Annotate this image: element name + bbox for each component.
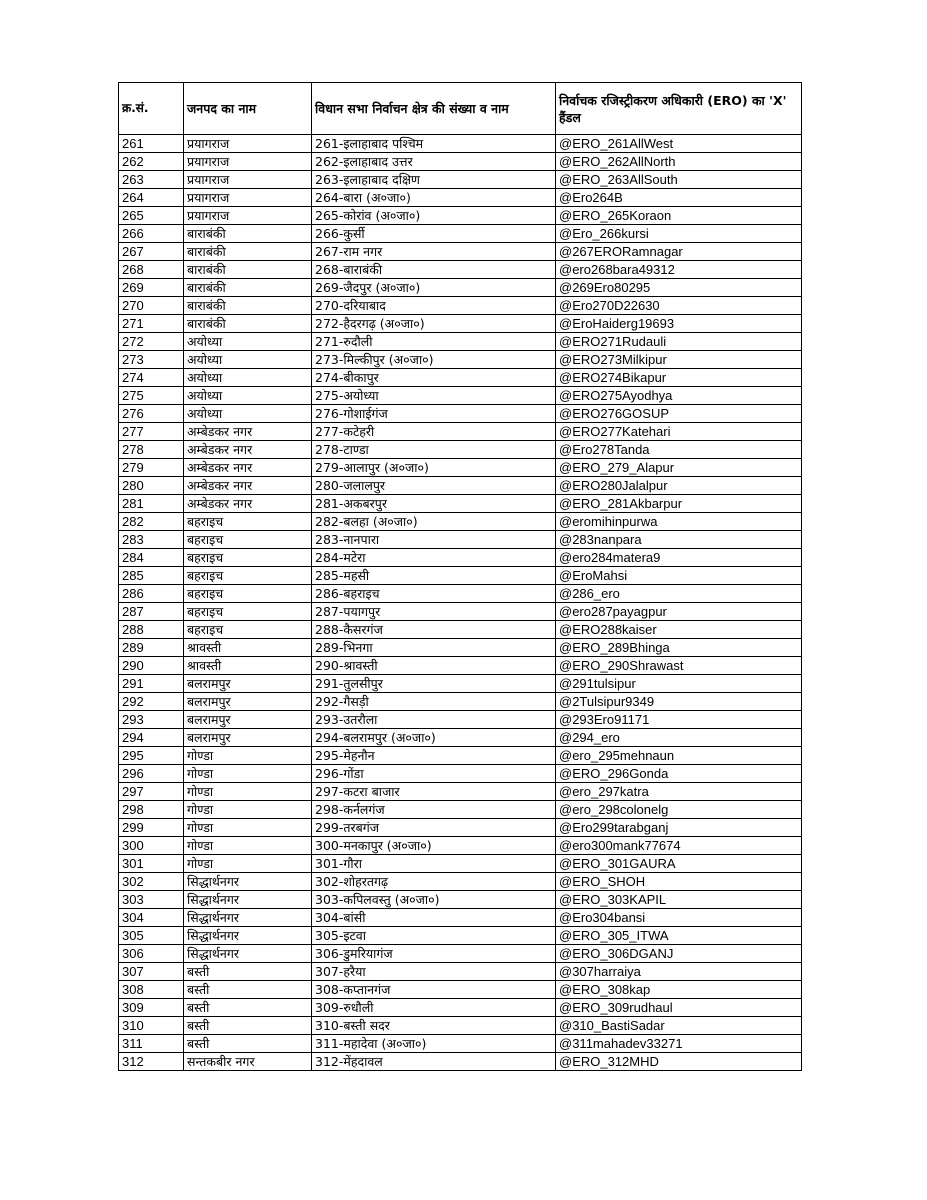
ero-handle-cell: @ERO_279_Alapur [556,459,802,477]
constituency-cell: 283-नानपारा [312,531,556,549]
serial-number-cell: 309 [119,999,184,1017]
table-row [119,423,802,441]
district-cell: अम्बेडकर नगर [184,477,312,495]
constituency-cell: 289-भिनगा [312,639,556,657]
district-cell: प्रयागराज [184,207,312,225]
constituency-cell: 302-शोहरतगढ़ [312,873,556,891]
table-row [119,351,802,369]
district-cell: प्रयागराज [184,135,312,153]
district-cell: अम्बेडकर नगर [184,423,312,441]
constituency-cell: 295-मेहनौन [312,747,556,765]
ero-handle-cell: @ERO_309rudhaul [556,999,802,1017]
ero-handle-cell: @267ERORamnagar [556,243,802,261]
constituency-cell: 308-कप्तानगंज [312,981,556,999]
table-row [119,657,802,675]
serial-number-cell: 304 [119,909,184,927]
constituency-cell: 270-दरियाबाद [312,297,556,315]
district-cell: बाराबंकी [184,261,312,279]
serial-number-cell: 301 [119,855,184,873]
ero-handle-cell: @ERO_290Shrawast [556,657,802,675]
constituency-cell: 286-बहराइच [312,585,556,603]
serial-number-cell: 292 [119,693,184,711]
ero-handle-cell: @ERO_289Bhinga [556,639,802,657]
table-row [119,279,802,297]
table-row [119,1053,802,1071]
serial-number-cell: 266 [119,225,184,243]
constituency-cell: 273-मिल्कीपुर (अ०जा०) [312,351,556,369]
table-header-row [119,83,802,135]
district-cell: सिद्धार्थनगर [184,945,312,963]
constituency-cell: 269-जैदपुर (अ०जा०) [312,279,556,297]
district-cell: अयोध्या [184,333,312,351]
district-cell: बहराइच [184,585,312,603]
district-cell: श्रावस्ती [184,639,312,657]
ero-handle-cell: @ERO_263AllSouth [556,171,802,189]
constituency-cell: 282-बलहा (अ०जा०) [312,513,556,531]
table-row [119,297,802,315]
constituency-cell: 264-बारा (अ०जा०) [312,189,556,207]
ero-handle-cell: @ERO_303KAPIL [556,891,802,909]
ero-handle-cell: @286_ero [556,585,802,603]
constituency-cell: 312-मेंहदावल [312,1053,556,1071]
district-cell: बलरामपुर [184,693,312,711]
constituency-cell: 274-बीकापुर [312,369,556,387]
ero-handle-cell: @283nanpara [556,531,802,549]
constituency-cell: 287-पयागपुर [312,603,556,621]
ero-handle-cell: @Ero_266kursi [556,225,802,243]
ero-handle-cell: @ERO277Katehari [556,423,802,441]
constituency-cell: 267-राम नगर [312,243,556,261]
serial-number-cell: 305 [119,927,184,945]
table-row [119,405,802,423]
constituency-cell: 293-उतरौला [312,711,556,729]
table-row [119,783,802,801]
table-row [119,801,802,819]
district-cell: गोण्डा [184,747,312,765]
district-cell: गोण्डा [184,855,312,873]
constituency-cell: 262-इलाहाबाद उत्तर [312,153,556,171]
district-cell: बहराइच [184,549,312,567]
constituency-cell: 304-बांसी [312,909,556,927]
table-row [119,891,802,909]
table-body [119,135,802,1071]
serial-number-cell: 285 [119,567,184,585]
serial-number-cell: 291 [119,675,184,693]
constituency-cell: 288-कैसरगंज [312,621,556,639]
district-cell: प्रयागराज [184,153,312,171]
table-row [119,549,802,567]
serial-number-cell: 273 [119,351,184,369]
serial-number-cell: 270 [119,297,184,315]
ero-handle-cell: @ERO_262AllNorth [556,153,802,171]
serial-number-cell: 312 [119,1053,184,1071]
constituency-cell: 279-आलापुर (अ०जा०) [312,459,556,477]
serial-number-cell: 286 [119,585,184,603]
district-cell: अयोध्या [184,369,312,387]
ero-handle-cell: @ERO_265Koraon [556,207,802,225]
constituency-cell: 266-कुर्सी [312,225,556,243]
table-row [119,189,802,207]
constituency-cell: 309-रुधौली [312,999,556,1017]
constituency-cell: 307-हरैया [312,963,556,981]
serial-number-cell: 288 [119,621,184,639]
serial-number-cell: 278 [119,441,184,459]
serial-number-cell: 279 [119,459,184,477]
header-constituency: विधान सभा निर्वाचन क्षेत्र की संख्या व नाम [312,83,556,135]
district-cell: बलरामपुर [184,729,312,747]
table-row [119,585,802,603]
district-cell: सन्तकबीर नगर [184,1053,312,1071]
table-row [119,621,802,639]
serial-number-cell: 310 [119,1017,184,1035]
constituency-cell: 268-बाराबंकी [312,261,556,279]
serial-number-cell: 264 [119,189,184,207]
district-cell: अम्बेडकर नगर [184,441,312,459]
serial-number-cell: 268 [119,261,184,279]
ero-handle-cell: @EroMahsi [556,567,802,585]
table-row [119,945,802,963]
district-cell: बहराइच [184,567,312,585]
ero-handle-cell: @ERO_281Akbarpur [556,495,802,513]
serial-number-cell: 289 [119,639,184,657]
constituency-cell: 294-बलरामपुर (अ०जा०) [312,729,556,747]
table-row [119,477,802,495]
district-cell: अयोध्या [184,405,312,423]
district-cell: बाराबंकी [184,279,312,297]
serial-number-cell: 295 [119,747,184,765]
table-row [119,603,802,621]
ero-handle-cell: @EroHaiderg19693 [556,315,802,333]
serial-number-cell: 302 [119,873,184,891]
ero-handle-cell: @2Tulsipur9349 [556,693,802,711]
constituency-cell: 265-कोरांव (अ०जा०) [312,207,556,225]
serial-number-cell: 277 [119,423,184,441]
district-cell: सिद्धार्थनगर [184,909,312,927]
serial-number-cell: 300 [119,837,184,855]
table-row [119,999,802,1017]
serial-number-cell: 274 [119,369,184,387]
district-cell: बाराबंकी [184,297,312,315]
constituency-cell: 300-मनकापुर (अ०जा०) [312,837,556,855]
table-row [119,693,802,711]
constituency-cell: 298-कर्नलगंज [312,801,556,819]
table-row [119,135,802,153]
ero-handle-cell: @ero300mank77674 [556,837,802,855]
table-row [119,837,802,855]
table-row [119,513,802,531]
serial-number-cell: 296 [119,765,184,783]
constituency-cell: 301-गौरा [312,855,556,873]
table-row [119,981,802,999]
ero-handle-cell: @ERO_SHOH [556,873,802,891]
ero-handle-cell: @Ero299tarabganj [556,819,802,837]
serial-number-cell: 272 [119,333,184,351]
header-ero-handle: निर्वाचक रजिस्ट्रीकरण अधिकारी (ERO) का 'X' हैंडल [556,83,802,135]
ero-handle-cell: @ERO_306DGANJ [556,945,802,963]
ero-handle-cell: @ERO_312MHD [556,1053,802,1071]
serial-number-cell: 294 [119,729,184,747]
ero-handle-cell: @269Ero80295 [556,279,802,297]
table-row [119,765,802,783]
table-row [119,729,802,747]
serial-number-cell: 287 [119,603,184,621]
ero-handle-cell: @ERO273Milkipur [556,351,802,369]
constituency-cell: 311-महादेवा (अ०जा०) [312,1035,556,1053]
serial-number-cell: 299 [119,819,184,837]
table-row [119,387,802,405]
table-row [119,567,802,585]
serial-number-cell: 308 [119,981,184,999]
serial-number-cell: 290 [119,657,184,675]
table-row [119,927,802,945]
constituency-cell: 281-अकबरपुर [312,495,556,513]
district-cell: प्रयागराज [184,189,312,207]
ero-handle-cell: @ero268bara49312 [556,261,802,279]
table-row [119,207,802,225]
constituency-cell: 278-टाण्डा [312,441,556,459]
header-district-name: जनपद का नाम [184,83,312,135]
ero-handle-cell: @ERO_301GAURA [556,855,802,873]
serial-number-cell: 262 [119,153,184,171]
constituency-cell: 275-अयोध्या [312,387,556,405]
ero-handle-cell: @ero287payagpur [556,603,802,621]
district-cell: गोण्डा [184,783,312,801]
ero-handle-cell: @Ero270D22630 [556,297,802,315]
district-cell: बहराइच [184,621,312,639]
ero-handle-cell: @ERO271Rudauli [556,333,802,351]
table-row [119,711,802,729]
table-row [119,1017,802,1035]
ero-handle-cell: @ero284matera9 [556,549,802,567]
district-cell: बहराइच [184,531,312,549]
serial-number-cell: 271 [119,315,184,333]
district-cell: गोण्डा [184,801,312,819]
table-row [119,441,802,459]
table-row [119,855,802,873]
table-row [119,639,802,657]
district-cell: सिद्धार्थनगर [184,927,312,945]
table-row [119,171,802,189]
table-row [119,675,802,693]
table-row [119,495,802,513]
table-row [119,459,802,477]
constituency-cell: 263-इलाहाबाद दक्षिण [312,171,556,189]
ero-handle-cell: @294_ero [556,729,802,747]
ero-handle-cell: @Ero264B [556,189,802,207]
constituency-cell: 285-महसी [312,567,556,585]
table-row [119,333,802,351]
district-cell: अम्बेडकर नगर [184,459,312,477]
serial-number-cell: 280 [119,477,184,495]
ero-handle-cell: @ERO280Jalalpur [556,477,802,495]
district-cell: बलरामपुर [184,711,312,729]
serial-number-cell: 263 [119,171,184,189]
district-cell: सिद्धार्थनगर [184,891,312,909]
ero-handle-cell: @ERO274Bikapur [556,369,802,387]
table-row [119,747,802,765]
district-cell: श्रावस्ती [184,657,312,675]
district-cell: अम्बेडकर नगर [184,495,312,513]
table-row [119,531,802,549]
district-cell: गोण्डा [184,819,312,837]
district-cell: गोण्डा [184,837,312,855]
serial-number-cell: 311 [119,1035,184,1053]
district-cell: गोण्डा [184,765,312,783]
serial-number-cell: 306 [119,945,184,963]
serial-number-cell: 284 [119,549,184,567]
constituency-cell: 276-गोशाईगंज [312,405,556,423]
district-cell: बाराबंकी [184,225,312,243]
district-cell: अयोध्या [184,387,312,405]
ero-handle-cell: @Ero304bansi [556,909,802,927]
district-cell: बस्ती [184,999,312,1017]
constituency-cell: 299-तरबगंज [312,819,556,837]
serial-number-cell: 261 [119,135,184,153]
ero-handle-cell: @ERO275Ayodhya [556,387,802,405]
table-row [119,153,802,171]
ero-handles-table [118,82,802,1071]
ero-handle-cell: @eromihinpurwa [556,513,802,531]
serial-number-cell: 283 [119,531,184,549]
table-row [119,225,802,243]
ero-handle-cell: @ERO276GOSUP [556,405,802,423]
serial-number-cell: 276 [119,405,184,423]
constituency-cell: 271-रुदौली [312,333,556,351]
constituency-cell: 291-तुलसीपुर [312,675,556,693]
serial-number-cell: 275 [119,387,184,405]
serial-number-cell: 307 [119,963,184,981]
table-row [119,909,802,927]
serial-number-cell: 281 [119,495,184,513]
ero-handle-cell: @ERO_308kap [556,981,802,999]
table-row [119,873,802,891]
ero-handle-cell: @ERO_261AllWest [556,135,802,153]
district-cell: बाराबंकी [184,243,312,261]
table-row [119,369,802,387]
constituency-cell: 310-बस्ती सदर [312,1017,556,1035]
serial-number-cell: 297 [119,783,184,801]
district-cell: बस्ती [184,1035,312,1053]
ero-handle-cell: @ERO_305_ITWA [556,927,802,945]
table-row [119,243,802,261]
constituency-cell: 284-मटेरा [312,549,556,567]
serial-number-cell: 303 [119,891,184,909]
district-cell: बस्ती [184,963,312,981]
table-row [119,315,802,333]
district-cell: बहराइच [184,513,312,531]
ero-handle-cell: @ERO288kaiser [556,621,802,639]
ero-handle-cell: @ERO_296Gonda [556,765,802,783]
header-serial-number: क्र.सं. [119,83,184,135]
table-row [119,261,802,279]
serial-number-cell: 267 [119,243,184,261]
serial-number-cell: 298 [119,801,184,819]
district-cell: प्रयागराज [184,171,312,189]
district-cell: सिद्धार्थनगर [184,873,312,891]
district-cell: अयोध्या [184,351,312,369]
serial-number-cell: 282 [119,513,184,531]
table-row [119,1035,802,1053]
constituency-cell: 290-श्रावस्ती [312,657,556,675]
ero-handle-cell: @ero_298colonelg [556,801,802,819]
constituency-cell: 305-इटवा [312,927,556,945]
constituency-cell: 303-कपिलवस्तु (अ०जा०) [312,891,556,909]
constituency-cell: 297-कटरा बाजार [312,783,556,801]
constituency-cell: 306-डुमरियागंज [312,945,556,963]
serial-number-cell: 269 [119,279,184,297]
table-row [119,963,802,981]
ero-handle-cell: @ero_295mehnaun [556,747,802,765]
ero-handle-cell: @Ero278Tanda [556,441,802,459]
district-cell: बस्ती [184,1017,312,1035]
ero-handle-cell: @291tulsipur [556,675,802,693]
district-cell: बस्ती [184,981,312,999]
district-cell: बाराबंकी [184,315,312,333]
constituency-cell: 277-कटेहरी [312,423,556,441]
ero-handle-cell: @ero_297katra [556,783,802,801]
district-cell: बलरामपुर [184,675,312,693]
constituency-cell: 296-गोंडा [312,765,556,783]
serial-number-cell: 293 [119,711,184,729]
ero-handle-cell: @310_BastiSadar [556,1017,802,1035]
table-row [119,819,802,837]
ero-handle-cell: @307harraiya [556,963,802,981]
constituency-cell: 261-इलाहाबाद पश्चिम [312,135,556,153]
serial-number-cell: 265 [119,207,184,225]
ero-handle-cell: @293Ero91171 [556,711,802,729]
constituency-cell: 292-गैसड़ी [312,693,556,711]
ero-handle-cell: @311mahadev33271 [556,1035,802,1053]
constituency-cell: 272-हैदरगढ़ (अ०जा०) [312,315,556,333]
district-cell: बहराइच [184,603,312,621]
constituency-cell: 280-जलालपुर [312,477,556,495]
